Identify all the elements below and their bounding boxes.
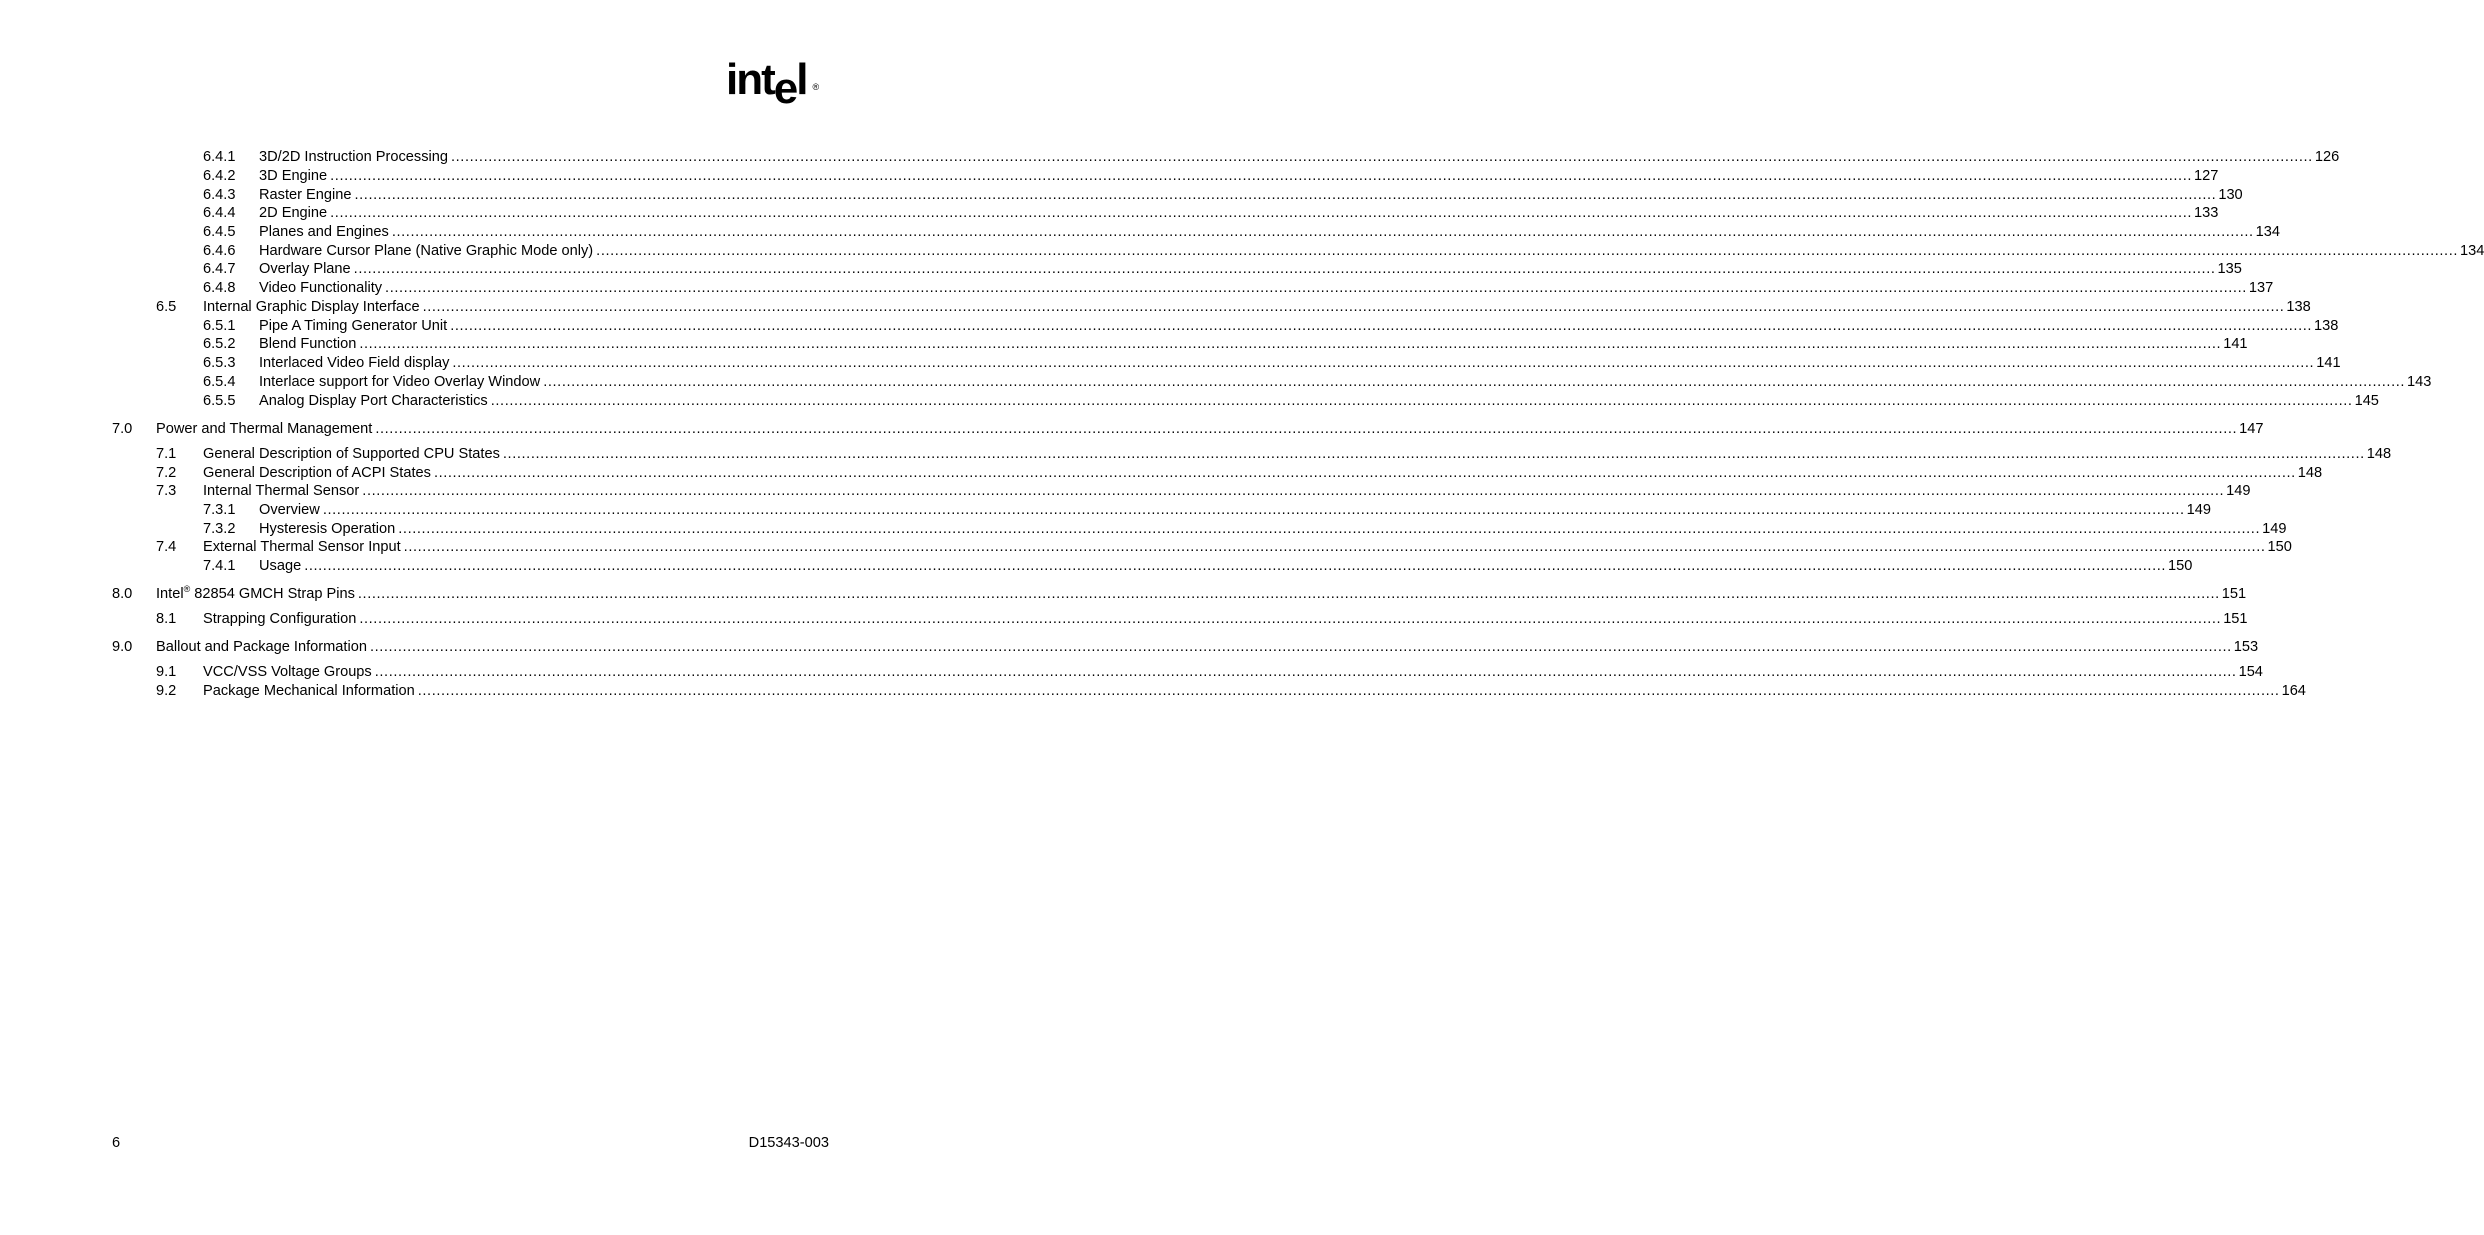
toc-title — [259, 279, 382, 297]
toc-entry-line — [156, 420, 2264, 438]
toc-entry-line — [259, 148, 2340, 166]
toc-title — [259, 557, 301, 575]
toc-entry[interactable] — [0, 354, 2341, 372]
dot-leader: ................................................................................................................................................................................................................................................................................................................................................................................................................ — [417, 683, 2280, 699]
toc-entry[interactable] — [0, 482, 2251, 500]
toc-title — [259, 520, 395, 538]
toc-section-number: 6.4.8 — [203, 280, 236, 296]
toc-title-text: 3D Engine — [259, 168, 328, 184]
toc-title-text: Ballout and Package Information — [156, 639, 367, 655]
toc-section-number: 7.4.1 — [203, 558, 236, 574]
dot-leader: ................................................................................................................................................................................................................................................................................................................................................................................................................ — [357, 586, 2220, 602]
toc-entry-line — [259, 557, 2193, 575]
toc-page-number: 141 — [2223, 336, 2248, 352]
dot-leader: ................................................................................................................................................................................................................................................................................................................................................................................................................ — [385, 280, 2247, 296]
toc-page-number: 148 — [2297, 465, 2323, 481]
toc-section-number: 6.4.1 — [203, 149, 236, 165]
toc-section-number: 7.3 — [156, 483, 177, 499]
toc-entry[interactable] — [0, 148, 2340, 166]
toc-title — [203, 663, 372, 681]
toc-entry[interactable] — [0, 392, 2379, 410]
toc-entry-line — [259, 204, 2219, 222]
toc-page-number: 130 — [2218, 187, 2243, 203]
dot-leader: ................................................................................................................................................................................................................................................................................................................................................................................................................ — [359, 611, 2222, 627]
toc-title-text: Overlay Plane — [259, 261, 351, 277]
toc-entry[interactable] — [0, 186, 2243, 204]
toc-entry-line — [203, 682, 2306, 700]
toc-entry[interactable] — [0, 242, 2484, 260]
toc-title — [259, 242, 593, 260]
toc-entry-line — [259, 335, 2248, 353]
toc-section-number: 6.5.4 — [203, 374, 236, 390]
dot-leader: ................................................................................................................................................................................................................................................................................................................................................................................................................ — [451, 149, 2313, 165]
toc-entry-line — [203, 482, 2251, 500]
dot-leader: ................................................................................................................................................................................................................................................................................................................................................................................................................ — [403, 539, 2266, 555]
toc-entry[interactable] — [0, 373, 2432, 391]
toc-page-number: 149 — [2226, 483, 2251, 499]
toc-section-number: 7.2 — [156, 465, 177, 481]
toc-section-number: 6.5.3 — [203, 355, 236, 371]
toc-section-number: 6.4.6 — [203, 243, 236, 259]
toc-title-text: Internal Thermal Sensor — [203, 483, 360, 499]
toc-entry-line — [259, 186, 2243, 204]
dot-leader: ................................................................................................................................................................................................................................................................................................................................................................................................................ — [354, 187, 2217, 203]
toc-page-number: 138 — [2314, 318, 2339, 334]
toc-entry-line — [203, 298, 2311, 316]
toc-section-number: 6.5.1 — [203, 318, 236, 334]
toc-page-number: 145 — [2354, 393, 2379, 409]
toc-title — [259, 392, 488, 410]
toc-title — [259, 373, 540, 391]
toc-title-text: Hardware Cursor Plane (Native Graphic Mode only) — [259, 243, 594, 259]
toc-page-number: 143 — [2407, 374, 2432, 390]
toc-section-number: 9.0 — [112, 639, 133, 655]
toc-title-text: Pipe A Timing Generator Unit — [259, 318, 448, 334]
toc-title-text: External Thermal Sensor Input — [203, 539, 401, 555]
toc-title — [259, 501, 320, 519]
toc-title — [156, 585, 355, 603]
toc-section-number: 7.3.1 — [203, 502, 236, 518]
toc-page-number: 164 — [2281, 683, 2306, 699]
toc-section-number: 9.1 — [156, 664, 177, 680]
toc-title-text: Intel — [156, 586, 184, 602]
dot-leader: ................................................................................................................................................................................................................................................................................................................................................................................................................ — [543, 374, 2406, 390]
toc-entry-line — [259, 392, 2379, 410]
toc-entry-line — [259, 279, 2274, 297]
toc-section-number: 6.4.2 — [203, 168, 236, 184]
toc-entry[interactable] — [0, 204, 2219, 222]
toc-section-number: 6.4.3 — [203, 187, 236, 203]
toc-section-number: 6.5.2 — [203, 336, 236, 352]
dot-leader: ................................................................................................................................................................................................................................................................................................................................................................................................................ — [391, 224, 2254, 240]
toc-title-text: General Description of ACPI States — [203, 465, 431, 481]
toc-page-number: 150 — [2267, 539, 2292, 555]
toc-title-text: Package Mechanical Information — [203, 683, 415, 699]
toc-entry[interactable] — [0, 638, 2259, 656]
toc-entry[interactable] — [0, 557, 2193, 575]
toc-entry[interactable] — [0, 223, 2281, 241]
toc-title — [259, 204, 327, 222]
toc-title-text: VCC/VSS Voltage Groups — [203, 664, 372, 680]
toc-title — [203, 682, 415, 700]
toc-page-number: 151 — [2223, 611, 2248, 627]
footer-document-id: D15343-003 — [748, 1135, 829, 1151]
toc-title-text: Interlaced Video Field display — [259, 355, 450, 371]
toc-entry-line — [203, 445, 2392, 463]
toc-entry[interactable] — [0, 538, 2292, 556]
toc-title-text: Video Functionality — [259, 280, 383, 296]
toc-page-number: 134 — [2460, 243, 2484, 259]
toc-title — [203, 464, 431, 482]
toc-title-text: Hysteresis Operation — [259, 521, 396, 537]
dot-leader: ................................................................................................................................................................................................................................................................................................................................................................................................................ — [375, 421, 2238, 437]
toc-title-text: Raster Engine — [259, 187, 352, 203]
toc-entry[interactable] — [0, 317, 2339, 335]
toc-entry-line — [203, 464, 2323, 482]
toc-entry[interactable] — [0, 464, 2323, 482]
dot-leader: ................................................................................................................................................................................................................................................................................................................................................................................................................ — [490, 393, 2353, 409]
toc-entry[interactable] — [0, 260, 2242, 278]
toc-entry[interactable] — [0, 682, 2306, 700]
toc-page-number: 149 — [2186, 502, 2212, 518]
toc-title — [259, 260, 351, 278]
toc-page-number: 133 — [2194, 205, 2219, 221]
dot-leader: ................................................................................................................................................................................................................................................................................................................................................................................................................ — [304, 558, 2167, 574]
toc-entry[interactable] — [0, 167, 2219, 185]
toc-title-text: 3D/2D Instruction Processing — [259, 149, 448, 165]
toc-section-number: 6.5.5 — [203, 393, 236, 409]
toc-entry-line — [259, 373, 2432, 391]
dot-leader: ................................................................................................................................................................................................................................................................................................................................................................................................................ — [398, 521, 2261, 537]
toc-page-number: 154 — [2238, 664, 2263, 680]
toc-title-text: Usage — [259, 558, 302, 574]
toc-section-number: 7.0 — [112, 421, 133, 437]
toc-title — [203, 298, 420, 316]
toc-title-text: 2D Engine — [259, 205, 328, 221]
footer-page-number: 6 — [112, 1135, 121, 1151]
toc-section-number: 6.5 — [156, 299, 177, 315]
toc-page-number: 138 — [2286, 299, 2311, 315]
toc-title — [259, 317, 447, 335]
toc-entry-line — [156, 638, 2259, 656]
dot-leader: ................................................................................................................................................................................................................................................................................................................................................................................................................ — [450, 318, 2313, 334]
toc-page-number: 151 — [2221, 586, 2247, 602]
toc-section-number: 7.1 — [156, 446, 177, 462]
toc-page-number: 148 — [2366, 446, 2392, 462]
dot-leader: ................................................................................................................................................................................................................................................................................................................................................................................................................ — [330, 168, 2192, 184]
toc-title — [259, 223, 389, 241]
dot-leader: ................................................................................................................................................................................................................................................................................................................................................................................................................ — [374, 664, 2237, 680]
toc-page-number: 150 — [2168, 558, 2193, 574]
dot-leader: ................................................................................................................................................................................................................................................................................................................................................................................................................ — [322, 502, 2185, 518]
toc-title-text-rest: 82854 GMCH Strap Pins — [190, 586, 355, 602]
toc-title-text: Strapping Configuration — [203, 611, 357, 627]
toc-entry[interactable] — [0, 501, 2212, 519]
toc-title-text: Analog Display Port Characteristics — [259, 393, 488, 409]
toc-title-text: Power and Thermal Management — [156, 421, 373, 437]
toc-page-number: 126 — [2314, 149, 2340, 165]
toc-title-text: Internal Graphic Display Interface — [203, 299, 420, 315]
toc-section-number: 8.1 — [156, 611, 177, 627]
toc-entry-line — [259, 354, 2341, 372]
toc-section-number: 9.2 — [156, 683, 177, 699]
toc-page-number: 141 — [2316, 355, 2341, 371]
toc-page-number: 147 — [2239, 421, 2264, 437]
toc-page-number: 137 — [2248, 280, 2274, 296]
toc-entry-line — [259, 501, 2212, 519]
toc-section-number: 7.4 — [156, 539, 177, 555]
dot-leader: ................................................................................................................................................................................................................................................................................................................................................................................................................ — [433, 465, 2296, 481]
dot-leader: ................................................................................................................................................................................................................................................................................................................................................................................................................ — [502, 446, 2365, 462]
intel-logo: intel ® — [726, 55, 820, 113]
toc-entry[interactable] — [0, 420, 2264, 438]
toc-entry[interactable] — [0, 445, 2392, 463]
toc-title — [259, 335, 356, 353]
toc-title-text: Interlace support for Video Overlay Window — [259, 374, 541, 390]
toc-page-number: 135 — [2217, 261, 2242, 277]
toc-title — [259, 167, 327, 185]
toc-page-number: 127 — [2194, 168, 2219, 184]
toc-entry-line — [156, 584, 2247, 603]
toc-entry-line — [203, 663, 2263, 681]
toc-page-number: 149 — [2262, 521, 2287, 537]
toc-entry[interactable] — [0, 663, 2263, 681]
toc-entry[interactable] — [0, 279, 2274, 297]
toc-page-number: 153 — [2233, 639, 2259, 655]
toc-title-text: Blend Function — [259, 336, 357, 352]
toc-title — [203, 445, 500, 463]
toc-title — [259, 148, 448, 166]
toc-entry[interactable] — [0, 298, 2311, 316]
toc-entry-line — [259, 167, 2219, 185]
dot-leader: ................................................................................................................................................................................................................................................................................................................................................................................................................ — [353, 261, 2216, 277]
registered-mark: ® — [812, 82, 820, 92]
toc-section-number: 7.3.2 — [203, 521, 236, 537]
toc-title — [203, 538, 401, 556]
dot-leader: ................................................................................................................................................................................................................................................................................................................................................................................................................ — [359, 336, 2222, 352]
toc-entry[interactable] — [0, 584, 2247, 603]
toc-title — [203, 610, 356, 628]
toc-entry-line — [259, 317, 2339, 335]
toc-title — [259, 186, 351, 204]
toc-section-number: 8.0 — [112, 586, 133, 602]
dot-leader: ................................................................................................................................................................................................................................................................................................................................................................................................................ — [596, 243, 2459, 259]
toc-page-number: 134 — [2255, 224, 2281, 240]
toc-title — [156, 420, 372, 438]
toc-entry[interactable] — [0, 610, 2248, 628]
toc-title — [156, 638, 367, 656]
toc-entry[interactable] — [0, 520, 2287, 538]
toc-entry-line — [259, 223, 2281, 241]
toc-title-text: General Description of Supported CPU States — [203, 446, 500, 462]
toc-entry-line — [259, 242, 2484, 260]
toc-entry-line — [259, 260, 2242, 278]
toc-section-number: 6.4.5 — [203, 224, 236, 240]
toc-title-text: Planes and Engines — [259, 224, 389, 240]
dot-leader: ................................................................................................................................................................................................................................................................................................................................................................................................................ — [452, 355, 2315, 371]
toc-section-number: 6.4.7 — [203, 261, 236, 277]
toc-section-number: 6.4.4 — [203, 205, 236, 221]
dot-leader: ................................................................................................................................................................................................................................................................................................................................................................................................................ — [362, 483, 2225, 499]
dot-leader: ................................................................................................................................................................................................................................................................................................................................................................................................................ — [422, 299, 2285, 315]
toc-entry-line — [203, 610, 2248, 628]
dot-leader: ................................................................................................................................................................................................................................................................................................................................................................................................................ — [369, 639, 2232, 655]
toc-title-text: Overview — [259, 502, 320, 518]
registered-mark: ® — [183, 584, 191, 595]
toc-entry[interactable] — [0, 335, 2248, 353]
toc-entry-line — [259, 520, 2287, 538]
toc-entry-line — [203, 538, 2292, 556]
toc-title — [259, 354, 449, 372]
dot-leader: ................................................................................................................................................................................................................................................................................................................................................................................................................ — [330, 205, 2192, 221]
toc-title — [203, 482, 359, 500]
